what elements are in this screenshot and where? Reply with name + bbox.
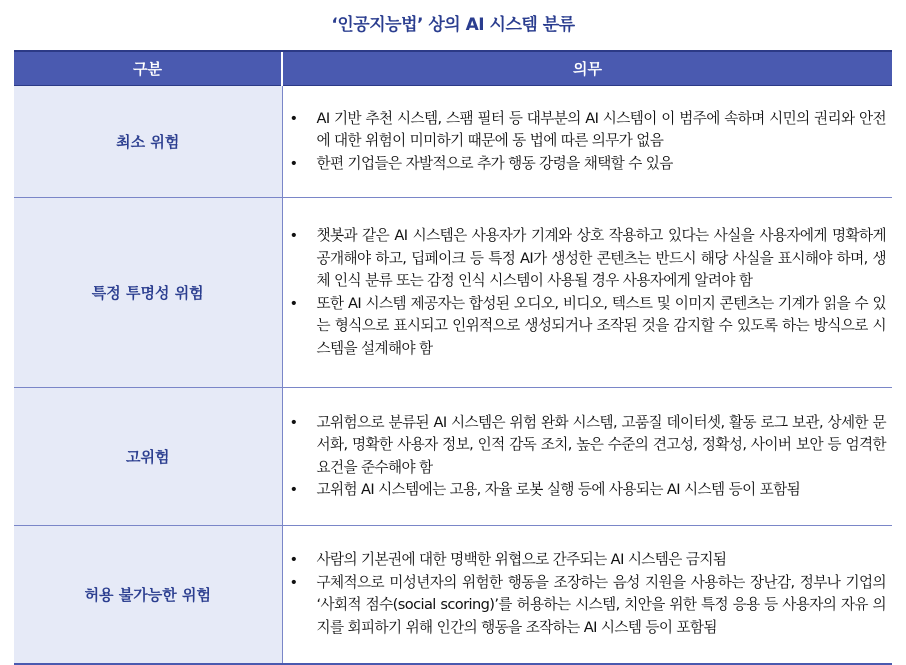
bullet-icon: •: [289, 109, 298, 127]
list-item-text: 구체적으로 미성년자의 위험한 행동을 조장하는 음성 지원을 사용하는 장난감, 정부나 기업의 ‘사회적 점수(social scoring)’를 허용하는 시스템, 치안을 위한 특정 응용 등 사용자의 자유 의지를 회피하기 위해 인간의 행동을 조작하는 AI 시스템 등이 포함됨: [316, 573, 886, 636]
bullet-list: [283, 549, 887, 639]
list-item: [283, 479, 887, 502]
bullet-icon: •: [289, 481, 298, 498]
header-obligation: 의무: [282, 51, 892, 86]
table-row: [14, 388, 892, 526]
list-item: [283, 108, 887, 153]
obligation-cell: [282, 86, 892, 198]
category-cell: 허용 불가능한 위험: [14, 526, 282, 664]
category-cell: 고위험: [14, 388, 282, 526]
obligation-cell: [282, 388, 892, 526]
list-item: [283, 293, 887, 361]
list-item-text: 사람의 기본권에 대한 명백한 위협으로 간주되는 AI 시스템은 금지됨: [316, 551, 727, 569]
list-item: [283, 153, 887, 176]
classification-table: [14, 50, 892, 665]
bullet-list: [283, 225, 887, 360]
bullet-icon: •: [289, 227, 298, 244]
table-row: [14, 526, 892, 664]
bullet-icon: •: [289, 573, 298, 591]
list-item: [283, 549, 887, 572]
bullet-icon: •: [289, 551, 298, 569]
table-row: [14, 198, 892, 388]
list-item-text: 한편 기업들은 자발적으로 추가 행동 강령을 채택할 수 있음: [316, 154, 673, 172]
header-row: [14, 51, 892, 86]
list-item-text: 고위험으로 분류된 AI 시스템은 위험 완화 시스템, 고품질 데이터셋, 활동 로그 보관, 상세한 문서화, 명확한 사용자 정보, 인적 감독 조치, 높은 수준의 견고성, 정확성, 사이버 보안 등 엄격한 요건을 준수해야 함: [316, 413, 886, 476]
table-title: ‘인공지능법’ 상의 AI 시스템 분류: [331, 15, 575, 35]
category-cell: 특정 투명성 위험: [14, 198, 282, 388]
header-category: 구분: [14, 51, 282, 86]
bullet-icon: •: [289, 154, 298, 172]
list-item-text: 챗봇과 같은 AI 시스템은 사용자가 기계와 상호 작용하고 있다는 사실을 사용자에게 명확하게 공개해야 하고, 딥페이크 등 특정 AI가 생성한 콘텐츠는 반드시 해당 사실을 표시해야 하며, 생체 인식 분류 또는 감정 인식 시스템이 사용될 경우 사용자에게 알려야 함: [316, 227, 886, 289]
list-item: [283, 412, 887, 480]
list-item-text: 고위험 AI 시스템에는 고용, 자율 로봇 실행 등에 사용되는 AI 시스템 등이 포함됨: [316, 481, 801, 498]
bullet-icon: •: [289, 413, 298, 431]
list-item: [283, 225, 887, 293]
bullet-list: [283, 108, 887, 176]
list-item: [283, 572, 887, 640]
bullet-list: [283, 412, 887, 502]
table-row: [14, 86, 892, 198]
obligation-cell: [282, 198, 892, 388]
obligation-cell: [282, 526, 892, 664]
bullet-icon: •: [289, 294, 298, 312]
category-cell: 최소 위험: [14, 86, 282, 198]
list-item-text: 또한 AI 시스템 제공자는 합성된 오디오, 비디오, 텍스트 및 이미지 콘텐츠는 기계가 읽을 수 있는 형식으로 표시되고 인위적으로 생성되거나 조작된 것을 감지할 수 있도록 하는 방식으로 시스템을 설계해야 함: [316, 294, 886, 357]
list-item-text: AI 기반 추천 시스템, 스팸 필터 등 대부분의 AI 시스템이 이 범주에 속하며 시민의 권리와 안전에 대한 위험이 미미하기 때문에 동 법에 따른 의무가 없음: [316, 109, 886, 150]
